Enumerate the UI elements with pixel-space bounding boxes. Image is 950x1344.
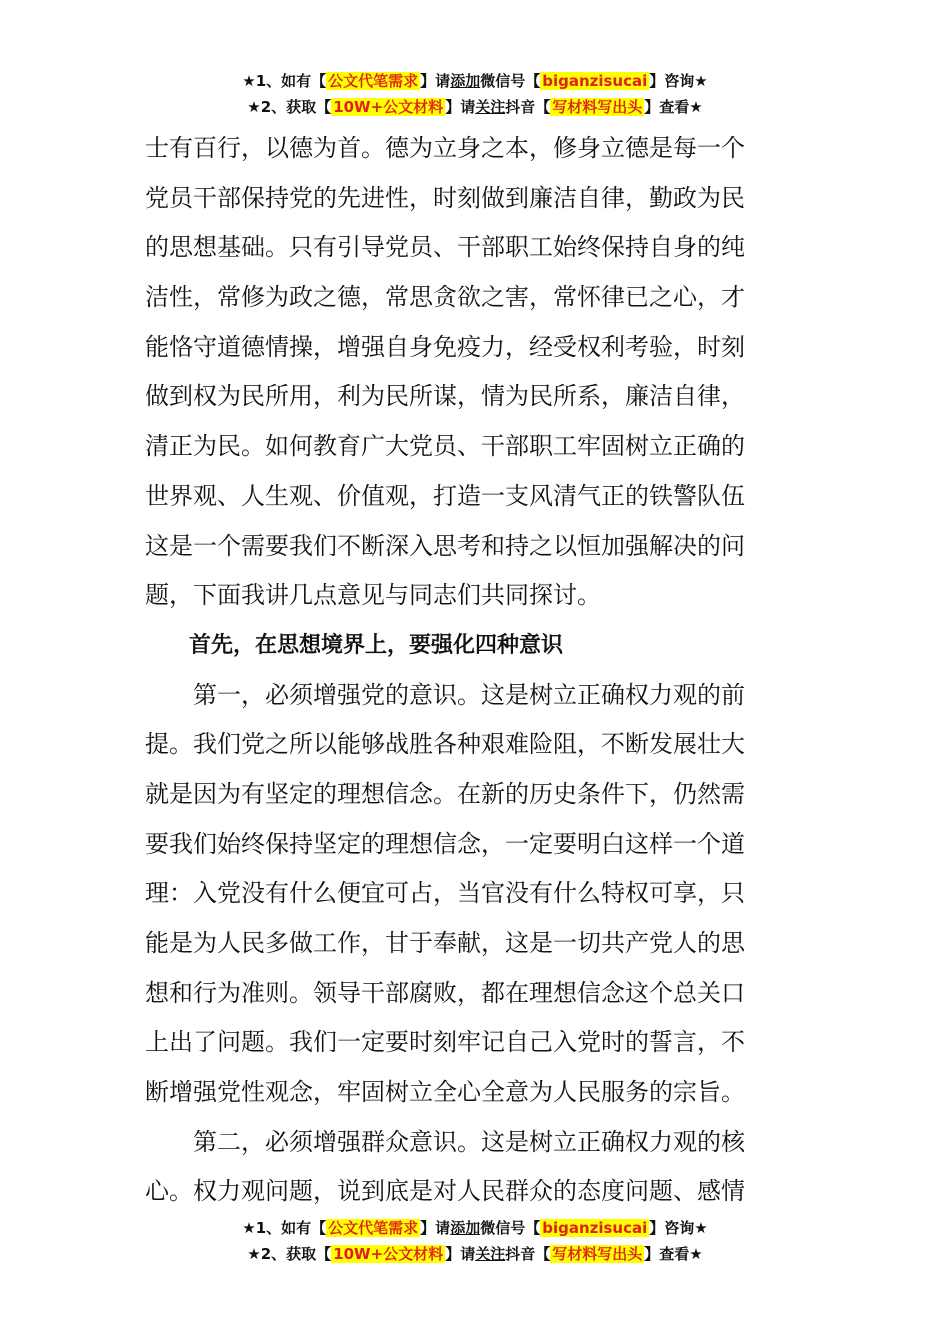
banner-text: 】咨询★ <box>649 1219 708 1237</box>
banner-underlined: 关注 <box>475 1245 506 1263</box>
bottom-banner <box>0 1215 950 1267</box>
text-line: 洁性，常修为政之德，常思贪欲之害，常怀律已之心，才 <box>145 283 745 312</box>
banner-highlight: 公文代笔需求 <box>328 1219 419 1237</box>
text-line: 做到权为民所用，利为民所谋，情为民所系，廉洁自律， <box>145 382 745 411</box>
banner-text: ★1、如有【 <box>242 72 327 90</box>
text-line: 这是一个需要我们不断深入思考和持之以恒加强解决的问 <box>145 531 745 560</box>
top-banner <box>0 68 950 120</box>
banner-highlight: 写材料写出头 <box>552 1245 643 1263</box>
banner-text: 】请 <box>445 98 476 116</box>
banner-text: 】咨询★ <box>649 72 708 90</box>
text-line: 题，下面我讲几点意见与同志们共同探讨。 <box>145 581 601 610</box>
banner-text: 】请 <box>420 1219 451 1237</box>
banner-line-1 <box>0 68 950 94</box>
section-heading: 首先，在思想境界上，要强化四种意识 <box>145 632 564 658</box>
text-line: 能恪守道德情操，增强自身免疫力，经受权利考验，时刻 <box>145 332 745 361</box>
text-line: 理：入党没有什么便宜可占，当官没有什么特权可享，只 <box>145 879 745 908</box>
banner-highlight: 写材料写出头 <box>552 98 643 116</box>
text-line: 世界观、人生观、价值观，打造一支风清气正的铁警队伍 <box>145 481 745 510</box>
banner-highlight: 10W+公文材料 <box>333 1245 444 1263</box>
banner-underlined: 添加 <box>450 1219 481 1237</box>
text-line: 党员干部保持党的先进性，时刻做到廉洁自律，勤政为民 <box>145 183 745 212</box>
banner-line-2 <box>0 94 950 120</box>
text-line: 心。权力观问题，说到底是对人民群众的态度问题、感情 <box>145 1177 745 1206</box>
banner-text: 】查看★ <box>644 1245 703 1263</box>
banner-text: ★2、获取【 <box>247 1245 332 1263</box>
text-line: 上出了问题。我们一定要时刻牢记自己入党时的誓言，不 <box>145 1028 745 1057</box>
banner-underlined: 关注 <box>475 98 506 116</box>
text-line: 清正为民。如何教育广大党员、干部职工牢固树立正确的 <box>145 432 745 461</box>
banner-text: 抖音【 <box>505 98 551 116</box>
banner-line-1 <box>0 1215 950 1241</box>
text-line: 第一，必须增强党的意识。这是树立正确权力观的前 <box>145 680 745 709</box>
text-line: 的思想基础。只有引导党员、干部职工始终保持自身的纯 <box>145 233 745 262</box>
banner-text: ★2、获取【 <box>247 98 332 116</box>
banner-highlight: 公文代笔需求 <box>328 72 419 90</box>
text-line: 就是因为有坚定的理想信念。在新的历史条件下，仍然需 <box>145 779 745 808</box>
banner-text: 】请 <box>445 1245 476 1263</box>
banner-text: 抖音【 <box>505 1245 551 1263</box>
document-body <box>145 124 807 1217</box>
banner-text: 】查看★ <box>644 98 703 116</box>
text-line: 能是为人民多做工作，甘于奉献，这是一切共产党人的思 <box>145 929 745 957</box>
banner-text: 】请 <box>420 72 451 90</box>
banner-line-2 <box>0 1241 950 1267</box>
text-line: 要我们始终保持坚定的理想信念，一定要明白这样一个道 <box>145 829 745 858</box>
banner-highlight: 10W+公文材料 <box>333 98 444 116</box>
banner-highlight: biganzisucai <box>542 1219 648 1237</box>
text-line: 想和行为准则。领导干部腐败，都在理想信念这个总关口 <box>145 978 745 1007</box>
text-line: 士有百行，以德为首。德为立身之本，修身立德是每一个 <box>145 134 745 162</box>
banner-underlined: 添加 <box>450 72 481 90</box>
text-line: 提。我们党之所以能够战胜各种艰难险阻，不断发展壮大 <box>145 730 745 759</box>
banner-text: ★1、如有【 <box>242 1219 327 1237</box>
banner-text: 微信号【 <box>480 1219 541 1237</box>
text-line: 断增强党性观念，牢固树立全心全意为人民服务的宗旨。 <box>145 1078 745 1107</box>
banner-text: 微信号【 <box>480 72 541 90</box>
banner-highlight: biganzisucai <box>542 72 648 90</box>
text-line: 第二，必须增强群众意识。这是树立正确权力观的核 <box>145 1127 745 1156</box>
